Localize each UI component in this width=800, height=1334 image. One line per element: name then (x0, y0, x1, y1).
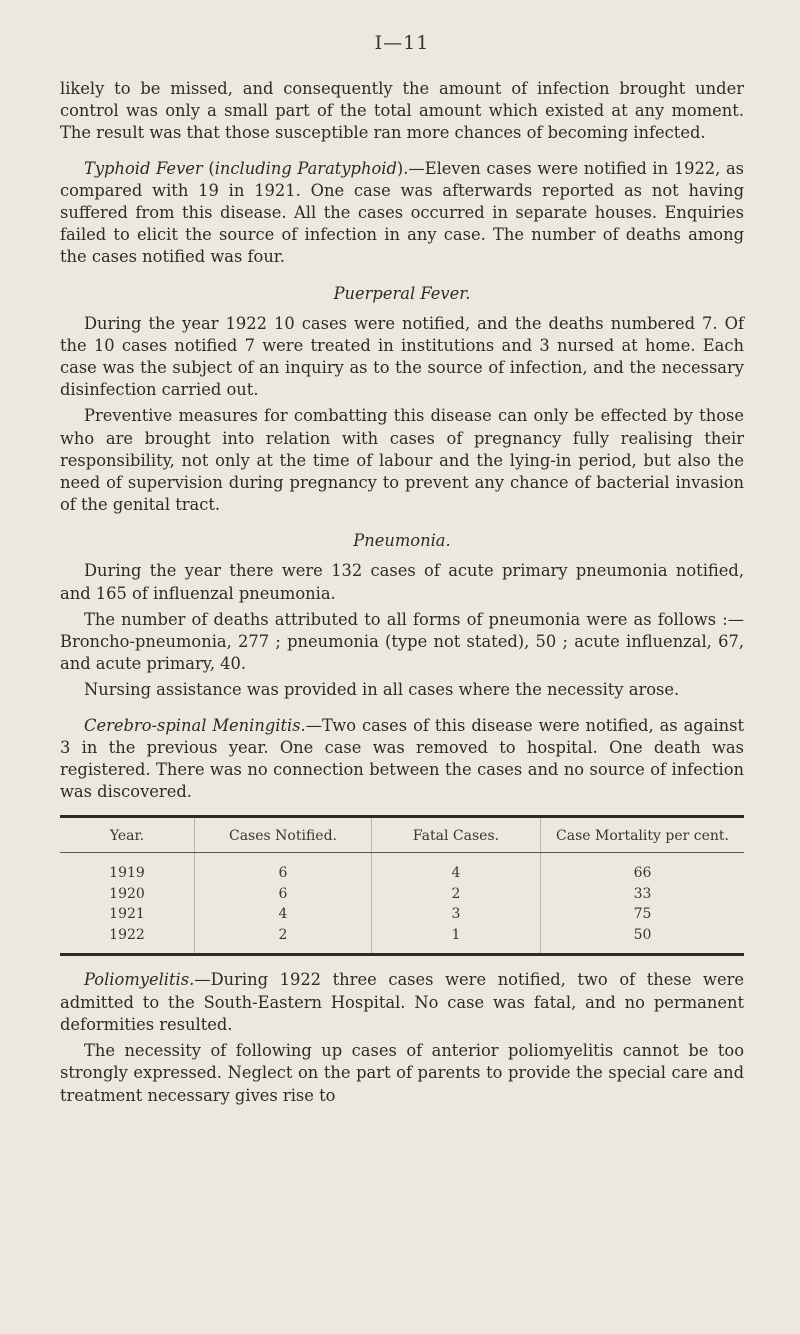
table-row (60, 884, 744, 905)
page-number: I—11 (374, 32, 430, 54)
poliomyelitis-text: —During 1922 three cases were notified, two of these were admitted to the South-Eastern Hospital. No case was fatal, and no permanent deformities resulted. (60, 970, 744, 1034)
typhoid-subtitle-close: ). (396, 158, 409, 178)
cell-year: 1920 (109, 885, 145, 902)
meningitis-table (60, 815, 744, 956)
cell-year: 1921 (109, 906, 145, 923)
poliomyelitis-title: Poliomyelitis. (84, 970, 195, 990)
typhoid-subtitle: including Paratyphoid (214, 158, 397, 178)
cell-cases-notified: 2 (195, 925, 372, 955)
header-case-mortality: Case Mortality per cent. (541, 817, 745, 853)
cell-year: 1922 (109, 926, 145, 943)
pneumonia-paragraph-2: The number of deaths attributed to all forms of pneumonia were as follows :—Broncho-pneumonia, 277 ; pneumonia (type not stated), 50 ; acute influenzal, 67, and acute primary, 40. (60, 609, 744, 674)
table-row (60, 925, 744, 955)
cell-fatal-cases: 1 (372, 925, 541, 955)
puerperal-paragraph-1: During the year 1922 10 cases were notified, and the deaths numbered 7. Of the 10 cases notified 7 were treated in institutions and 3 nursed at home. Each case was the subject of an inquiry as to the source of infection, and the necessary disinfection carried out. (60, 313, 744, 400)
meningitis-title: Cerebro-spinal Meningitis. (84, 715, 306, 735)
cell-case-mortality: 33 (541, 884, 745, 905)
pneumonia-paragraph-3: Nursing assistance was provided in all cases where the necessity arose. (84, 680, 680, 700)
table-row (60, 853, 744, 884)
puerperal-paragraph-2: Preventive measures for combatting this disease can only be effected by those who are brought into relation with cases of pregnancy fully realising their responsibility, not only at the time of labour and the lying-in period, but also the need of supervision during pregnancy to prevent any chance of bacterial invasion of the genital tract. (60, 406, 744, 515)
typhoid-title: Typhoid Fever (84, 158, 203, 178)
header-cases-notified: Cases Notified. (195, 817, 372, 853)
cell-cases-notified: 6 (195, 884, 372, 905)
cell-cases-notified: 4 (195, 904, 372, 925)
pneumonia-paragraph-1: During the year there were 132 cases of acute primary pneumonia notified, and 165 of influenzal pneumonia. (60, 561, 744, 603)
table-header-row (60, 817, 744, 853)
intro-paragraph: likely to be missed, and consequently the amount of infection brought under control was only a small part of the total amount which existed at any moment. The result was that those susceptible ran more chances of becoming infected. (60, 79, 744, 143)
meningitis-text: —Two cases of this disease were notified, as against 3 in the previous year. One case was removed to hospital. One death was registered. There was no connection between the cases and no source of infection was discovered. (60, 715, 744, 802)
puerperal-heading: Puerperal Fever. (333, 283, 471, 303)
header-year: Year. (60, 817, 195, 853)
cell-cases-notified: 6 (195, 853, 372, 884)
typhoid-subtitle-open: ( (202, 158, 215, 178)
pneumonia-heading: Pneumonia. (353, 531, 451, 551)
poliomyelitis-paragraph-2: The necessity of following up cases of anterior poliomyelitis cannot be too strongly expressed. Neglect on the part of parents to provide the special care and treatment necessary gives rise to (60, 1041, 744, 1105)
cell-case-mortality: 50 (541, 925, 745, 955)
typhoid-paragraph (60, 158, 744, 269)
header-fatal-cases: Fatal Cases. (372, 817, 541, 853)
cell-year: 1919 (109, 865, 145, 882)
document-page (60, 32, 744, 1107)
meningitis-paragraph (60, 715, 744, 804)
cell-fatal-cases: 3 (372, 904, 541, 925)
cell-case-mortality: 66 (541, 853, 745, 884)
typhoid-text: —Eleven cases were notified in 1922, as compared with 19 in 1921. One case was afterwards reported as not having suffered from this disease. All the cases occurred in separate houses. Enquiries failed to elicit the source of infection in any case. The number of deaths among the cases notified was four. (60, 158, 745, 267)
cell-case-mortality: 75 (541, 904, 745, 925)
cell-fatal-cases: 2 (372, 884, 541, 905)
table-row (60, 904, 744, 925)
poliomyelitis-paragraph (60, 969, 744, 1036)
cell-fatal-cases: 4 (372, 853, 541, 884)
